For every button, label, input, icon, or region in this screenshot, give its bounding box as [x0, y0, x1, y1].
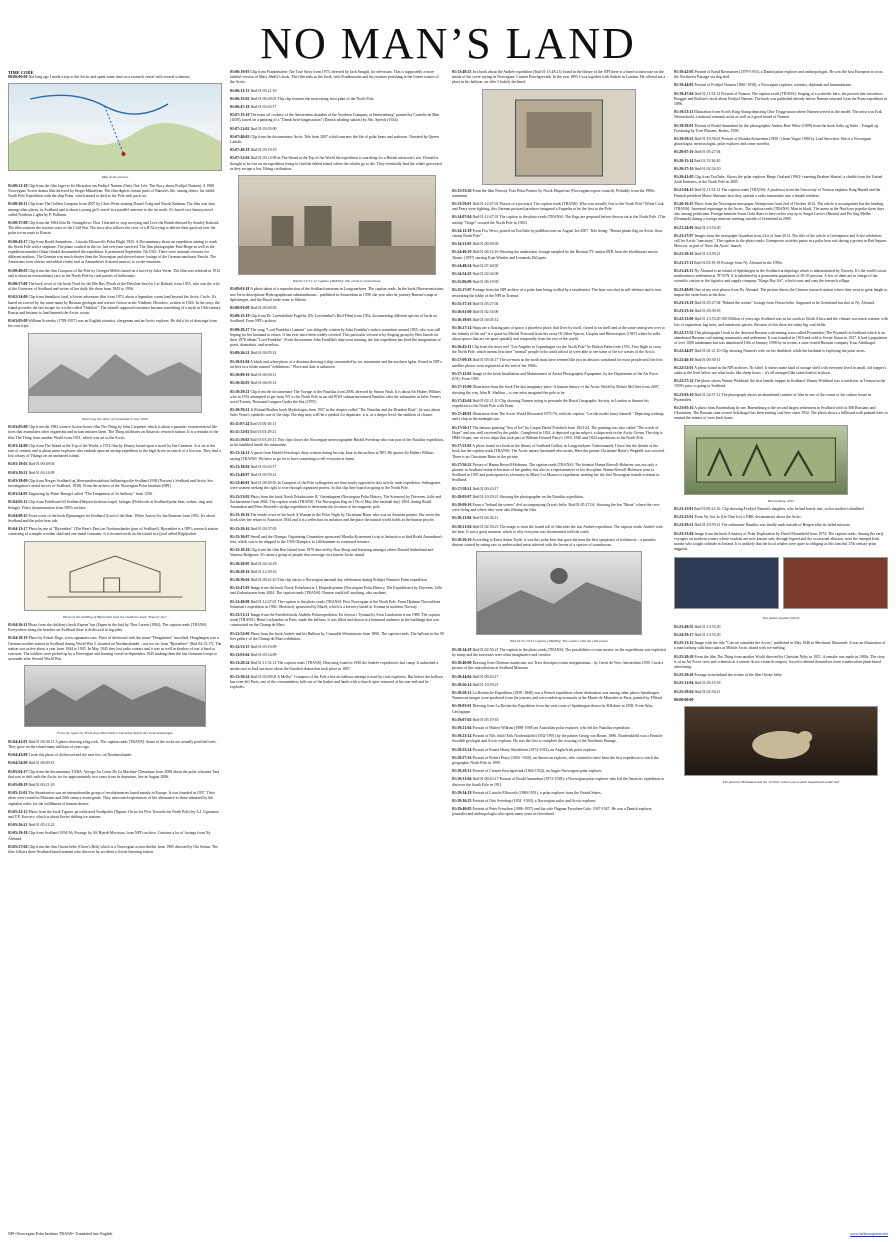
books-caption: Two books of polar history [762, 616, 800, 621]
book-graphic [483, 90, 635, 185]
list-item: 01:13:59:01 Ibid 01:12:47:01 Picture of a postcard. The caption reads [TRANS]: Who was actually first to the North Pole? While Cook and Peary were fighting, this German postcard producer imagined a Zeppelin to be the first to the Pole. [452, 202, 664, 212]
list-item: 01:10:29:21 Clip from the documentary The Voyage of the Nautilus from 2006, directed by Simon Nash. It is about Sir Hubert Wilkins who in 1931 attempted to get from NY to the North Pole in an old WWI submarine named Nautilus after the submarine in Jules Verne's novel Twenty Thousand Leagues Under the Sea (1870). [230, 389, 441, 404]
list-item: 01:07:15:10 The main oil cookery of the Amsterdam chamber of the Northern Company at Smeerenburg" painted by Cornelis de Man (1639), based on a painting of a "Dansk hval-fangststation" (Danish whaling station) by Abr. Speeck (1634). [230, 113, 440, 123]
list-item: 01:15:18:16 Clip from the film Ron Island from 1979 directed by Don Sharp and featuring amongst others Donald Sutherland and Vanessa Redgrave. It's about a group of people that converge on a barren Arctic island. [230, 548, 434, 558]
list-item: 01:10:09:16 Ibid 01:00:30:11 [230, 373, 277, 378]
books-figure-row [674, 555, 888, 613]
list-item: 01:19:31:04 Ibid 01:00:43:17 Portrait of Roald Amundsen (1872-1928), a Norwegian polar explorer who led the Antarctic expedition to discover the South Pole in 1911. [452, 777, 665, 787]
list-item: 01:19:23:14 Portrait of Nils Adolf Erik Nordenskiöld (1832-1901) by the painter Georg von Rosen, 1886. Nordenskiöld was a Finnish-Swedish geologist and Arctic explorer. He was the first to complete the crossing of the Northeast Passage. [452, 734, 663, 744]
list-item: 01:19:03:01 Drawing from La Recherche Expedition from the west coast of Spitsbergen drawn by B.Robert in 1838. From Atlas Geologique. [452, 704, 653, 714]
column-container [8, 70, 888, 1218]
list-item: 01:03:05:00 Clip from the 1982 science fiction horror film The Thing by John Carpenter which is about a parasitic extraterrestrial life form that assimilates other organisms and in turn imitates them. The Thing infiltrates an Antarctic research station. It is a remake of the film The Thing from another World from 1951, which was set in the Arctic. [8, 425, 219, 440]
list-item: 01:25:31:04 Ibid 01:05:19:18 [674, 681, 721, 686]
list-item: 01:19:21:04 Portrait of Hubert Wilkins (1888-1958) an Australian polar explorer, who led the Nautilus expedition. [452, 726, 631, 731]
list-item: 01:23:29:21 Ibid 01:10:59:21 The submarine Nautilus was finally sunk outside of Bergen after its failed mission. [674, 523, 851, 528]
list-item: 01:17:09:18 Ibid 01:05:04:17 The ice-mass in the north must have seemed like just an abstract wasteland for most people until the first satellite photos were registered at the end of the 1960s. [452, 358, 663, 368]
list-item: 01:17:53:03 A photo found in a book in the library of Svalbard Gallery in Longyearbyen. Unfortunately I have lost the details of the book but the caption reads [TRANS]: The Arctic nature fascinated also artists. Here the painter Christiane Ritter's Wegkehl was covered. There is no Christiane Ritter in the picture. [452, 444, 665, 459]
book-figure [482, 89, 636, 185]
harbour-graphic [239, 176, 435, 275]
list-item: 01:00:43:17 Clip from Roald Amundsen – Lincoln Ellsworth's Polar Flight 1925. A Documentary about an expedition aiming to reach the North Pole with a seaplane. The plane crashed in the ice, but everyone survived. The film photographer Paul Berge as well as the expedition member Oskar Omdal documented the expedition. It premiered September 7th 1925. There were national versions for different markets. The German was much shorter than the Norwegian and showed more footage of the German mechanic Feucht. The Americans even shorter and added a baby seal as Amundsen's fictional mascot, to evoke emotions. [8, 239, 218, 265]
list-item: 01:23:05:16 A photo from Barentsburg by me. Barentsburg is the second largest settlement in Svalbard with its 500 Russians and Ukrainians. The Russian state owned Arktikugol has been mining coal here since 1932. The photo shows a billboard with painted trees to remind the miners of trees back home. [674, 405, 888, 421]
list-item: 01:17:45:04 Ibid 01:02:21:10 Clip showing Nansen trying to persuade the Royal Geographic Society in London to finance his expedition to the North Pole with Fram. [452, 398, 649, 408]
map-figure [8, 83, 222, 171]
list-item: 01:00:37:08 Clip from the 1964 film Dr. Strangelove: How I learned to stop worrying and Love the Bomb directed by Stanley Kubrick. The film satirizes the nuclear scare of the Cold War. The story also follows the crew of a B-52 trying to deliver their payload over the polar ice en route to Russia. [8, 221, 220, 236]
list-item: 01:23:55:16 Ibid 01:03:39:18 [674, 309, 721, 314]
list-item: 01:18:59:12 La Recherche Expedition (1838 -1840) was a French expedition whose destination was among other places Spitsbergen. Numerous images were produced from the journey and were ended up in murals at the Musée de Ministère in Paris, painted by F.Biard. [452, 691, 663, 701]
bjornehiet-caption: Photo of the building of Bjornehiet from the children's book "Espens' hus" [63, 614, 167, 619]
list-item: 01:18:44:04 Ibid 01:00:43:17 [452, 674, 499, 679]
list-item: 01:22:44:07 Ibid 01:01:21:10 Clip showing Nansen's wife on her deathbed, while her husband is exploring the polar areas. [674, 349, 866, 354]
list-item: 01:23:03:10 Ibid 01:22:37:12 The photograph shows an abandoned canister of film in one of the rooms of the culture house in Pyramiden. [674, 392, 872, 402]
svalbard-figure [24, 665, 206, 727]
list-item: 01:09:28:17 The song "Lord Franklin's Lament" was allegedly written by John Franklin's widow sometime around 1855, who was still hoping for her husband to return. It has ever since been widely covered. This particular version is by Singing group by Bert Jansch on their 1970 album "Lord Franklin". From the moment John Franklin's ship went missing, the lost expedition has fired the imagination of poets, dramatists, and novelists. [230, 327, 441, 348]
list-item: 01:15:06:09 Ibid 01:06:19:03 [452, 280, 499, 285]
list-item: 01:13:03:04 Ibid 01:03:14:09 [230, 653, 277, 658]
list-item: 01:12:49:00 Ibid 01:12:47:01 The caption to the photo reads [TRANS]: First Norwegian at the North Pole. From Hjalmar Thorvaldsen Johansen's expedition in 1982. Obviously sponsored by Macél, which is a brewery based in Tromsø in northern Norway. [230, 599, 441, 609]
list-item: 01:07:40:02 Clip from the documentary Arctic Tale from 2007 which narrates the life of polar bears and walruses. Narrated by Queen Latifah. [230, 134, 439, 145]
list-item: 01:14:40:19 Ibid 01:04:12:16 Showing the underwater footage sampled by the Russian TV station RTR from the blockbuster movie Titanic (1997) starring Kate Winslet and Leonardo DiCaprio. [452, 250, 658, 260]
bjornehiet-figure [24, 541, 206, 611]
list-item: 01:20:27:16 Ibid 01:02:34:10 [674, 166, 721, 171]
list-item: 01:17:58:21 Ibid 01:00:43:17 [452, 486, 499, 491]
list-item: 01:16:27:14 Ships are a floating part of space, a placeless place, that lives by itself, closed in on itself and at the same time given over to the infinity of the sea" is a quote by Michel Foucault from his essay Of Other Spaces, Utopias and Heterotopias (1967) where he talks about spaces that are set apart spatially and temporally from the rest of the world. [452, 326, 665, 341]
list-item: 01:15:20:16 Ibid 01:03:57:03 [230, 526, 277, 531]
list-item: 01:19:44:05 Portrait of Fridtjof Nansen (1861-1930), a Norwegian explorer, scientist, diplomat and humanitarian. [674, 83, 852, 88]
list-item: 01:22:46:10 Ibid 01:00:30:11 [674, 357, 721, 362]
list-item: 01:18:28:05 Ibid 01:02:34:18 [230, 561, 277, 566]
list-item: 01:17:50:17 The famous painting "Sea of Ice" by Caspar David Friedrich from 1823-24. The painting was also called "The wreck of Hope" and was well received by the public. Completed in 1824, it depicted a grim subject, a shipwreck in the Arctic Ocean. The ship is HMS Griper, one of two ships that took part in William Edward Parry's 1819–1820 and 1824 expeditions to the North Pole. [452, 425, 663, 440]
list-item: 01:18:13:06 Ibid 01:04:36:11 [452, 516, 499, 521]
list-item: 01:21:20:16 Ibid 01:10:59:21 [674, 252, 721, 257]
list-item: 00:00:00:00 [674, 697, 694, 702]
list-item: 01:22:33:00 Ibid 01:13:53:20 350 Million of years ago Svalbard was as far south as North Africa and the climate was much warmer with lots of vegetation, big trees, and numerous species. Because of this there are today big coal fields. [674, 317, 888, 327]
list-item: 01:08:01:18 A photo taken of a reproduction of the Svalbard museum in Longyearbyen. The caption reads: In the book Oberservatorium, neu Terra descriptione Hydrographicum admirandarum... published in Amsterdam in 1598, the year after he journey Barents's map of Spitsbergen, and the Dutch trade route to Siberia. [230, 287, 444, 302]
list-item: 01:12:53:15 Ibid 01:03:16:09 [230, 645, 277, 650]
list-item: 01:23:11:01 Ibid 01:00:21:10. Clip showing Fridtjof Nansen's daughter, who he had barely met, on her mother's deathbed. [674, 506, 865, 511]
list-item: 01:22:57:22 The photo shows Wanny Woldstad, the first female trapper in Svalbard. Wanny Woldstad was a taxidriver in Tromsø in the 1930's prior to going to Svalbard. [674, 379, 886, 389]
list-item: 01:25:13:12 Image with the title "Can we stimulate the Arctic," published in May 1946 in Mechanix Illustrated. It was an illustration of a man looking with binoculars at Mobile Arctic island with ice-melting. [674, 641, 886, 651]
list-item: 01:04:09:15 Front cover of the book Bjørnungen fra Svalbard (Lord of the Bear: White Arrow) by Jan Knutsen from 1992. It's about Svalbard and the polar bear cub. [8, 513, 215, 523]
list-item: 01:18:56:14 Ibid 01:10:59:21 [452, 682, 499, 687]
list-item: 01:16:45:11 Clip from the news reel "Los Angeles to Copenhagen via the North Pole" by British Pathe from 1953. First flight to cross the North Pole, which means first time "normal" people (who could afford it) were able to see some of the ice wastes of the Arctic. [452, 345, 662, 355]
list-item: 01:04:54:00 Ibid 01:04:09:15 [8, 761, 55, 766]
list-item: 01:19:42:05 Portrait of Knud Rasmussen (1879-1933), a Danish polar explorer and anthropologist. He was the first European to cross the Northwest Passage via dog sled. [674, 70, 883, 80]
list-item: 01:00:49:03 Clip from the film Conquest of the Pole by Georges Méliès based on a novel by Jules Verne. The film was released in 1912 and is about an extraordinary race to the North Pole by rival parties of balloonists. [8, 268, 221, 278]
list-item: 01:19:59:23 Ibid 01:19:58:01 Portrait of Monika Kristensen (1950 -) from Vogue 1980 by Lord Snowdon. She is a Norwegian glaciologist, meteorologist, polar explorer and crime novelist. [674, 137, 872, 147]
list-item: 01:15:30:07 Steedl and the Olympic Organizing Committee sponsored Monika Kristensen's trip to Antarctica to find Roald Amundsen's tent, which was to be shipped to the 1994 Olympics in Lillehammer as a national treasure. [230, 534, 443, 544]
list-item: 01:13:46:01 Ibid 01:00:49:03 In Conquest of the Pole suffragettes are ferociously opposed to this strictly male expedition. Suffragettes were women seeking the right to vote through organized protest. In this clip they board on going to the North Pole. [230, 481, 441, 491]
list-item: 01:18:21:04 Ibid 01:02:30:21 The image is from the found roll of film after the lost Andrée expedition. The caption reads: Andrée with the bear. It was a great moment, which is why everyone was documented with the catch. [452, 524, 663, 534]
list-item: 01:25:20:20 From the film The Thing from another World directed by Christian Nyby in 1951. A remake was made in 1980s. The story is of an Air Force crew and scientists at a remote Arctic research outpost, forced to defend themselves from a malevolent plant-based alien being. [674, 654, 885, 670]
list-item: 01:05:19:18 Clip from Svalbard 1954-56, Footage by Alf Hjerdt-Morrison, from NPI's archive. Contains a lot of footage from Ny Ålesund. [8, 831, 211, 841]
books-figure-1 [674, 557, 779, 609]
list-item: 01:17:48:01 Illustration from The Arctic World Illustrated 1875-76, with the caption: "Let the reader fancy himself." Depicting icebergs and a ship in the midnight sun. [452, 412, 664, 422]
list-item: 01:10:01:04 A black and white photo of a diorama showing a ship surrounded by ice, mountains and the northern lights. Found in NPI's archive in a folder named "exhibitions." Place and date is unknown. [230, 359, 442, 369]
list-item: 01:03:05:09 William Scoresby (1789-1857) was an English scientist, clergyman and an Arctic explorer. He did a lot of drawings from his own trips. [8, 319, 217, 329]
list-item: 01:19:29:12 Portrait of Carsten Borchgrevink (1864-1934), an Anglo-Norwegian polar explorer. [452, 769, 603, 774]
list-item: 01:18:26:16 According to Ernst Adam Tryde, it was this polar bear that gave the men the first symptoms of trichinosis – a parasitic disease caused by eating raw or undercooked meat infected with the larvae of a species of roundworm. [452, 537, 657, 548]
list-item: 01:05:11:01 The Situationists was an internationalist group of revolutionaries based mainly in Europe. It was founded in 1957. Their ideas were rooted in Marxism and 20th century avant-garde. They advocated experiences of life alternative to those admitted by the capitalist order, for the fulfillment of human desires. [8, 791, 215, 806]
bird-figure [684, 706, 878, 776]
nansen-graphic [477, 552, 641, 635]
list-item: 01:15:53:26 From the film Norway Your Polar Partner by Norsk Ekspertise (Norwegian export council). Probably from the 1980s sometime. [452, 188, 655, 198]
list-item: 01:21:43:13 Ny Ålesund is an island of Spitsbergen in the Svalbard archipelago which is administrated by Norway. It's the world's most northernmost settlement at 78°55'N. It is inhabited by a permanent population of 30-35 persons. A few of them are in charge of the scientific station or the logistics and supply company "Kings Bay AS", which owns and runs the research village. [674, 268, 887, 284]
list-item: 01:09:26:21 Ibid 01:04:05:12 [230, 351, 277, 356]
list-item: 01:12:52:06 Photo from the book Andrée and his Balloon by Constable Westminster from 1898. The caption reads: The balloon in the 90 feet gallery of the Champ de Mars exhibition. [230, 631, 444, 641]
list-item: 01:00:21:18 Clip from the film Jaget er för Historien om Fridtjof Nansen (Only One Life: The Story about Fridtjof Nansen). A 1968 Norwegian/ Soviet drama film directed by Sergei Mikaelyan. The film depicts certain parts of Nansen's life, among others, his failed North Pole Expedition with the ship Fram, which aimed to drift to the Pole with pack ice. [8, 183, 215, 199]
list-item: 01:19:40:05 Portrait of Peter Freuchen (1886-1957) and his wife Dagmar Freuchen-Gale, 1947-1947. He was a Danish explorer, journalist and anthropologist who spent many years in Greenland. [452, 807, 653, 817]
list-item: 01:14:07:04 Ibid 01:12:47:01 The caption to the photo reads [TRANS]: The flags are prepared before thrown out at the North Pole. (The airship "Norge" crossed the North Pole in 1926) [452, 215, 666, 225]
timecode-label: TIME CODE [8, 70, 34, 75]
list-item: 01:17:56:22 Picture of Hanna Resvoll-Holmsen. The caption reads [TRANS]: The botanist Hanna Resvoll-Holmsen was not only a pioneer in Svalbard research because of her gender, but also as a representative of her discipline. Hanna Resvoll-Holmsen went to Svalbard in 1907 and participated as a botanist in Albert I of Monaco's expedition, making her the first Norwegian female scientist in Svalbard. [452, 462, 660, 483]
list-item: 01:16:18:03 Ibid 01:04:05:12 [452, 318, 499, 323]
poster-title: NO MAN’S LAND [260, 19, 636, 68]
list-item: 01:10:26:03 Ibid 01:04:05:12 [230, 381, 277, 386]
list-item: 01:14:12:18 From Fox News, posted on YouTube by podblast.com on August 3rd 2007. Title being: "Russia plants flag on Arctic floor, claims North Pole" [452, 228, 663, 239]
list-item: 01:18:30:04 Ibid 01:00:21:10 This clip shows a Norwegian national day celebration during Fridtjof Nansen's Fram expedition. [230, 577, 428, 582]
list-item: 01:15:27:07 Footage from the NPI archive of a polar bear being stuffed by a taxidermist. The bear was shot in self-defence and is now decorating the lobby of the NPI in Tromsø. [452, 288, 662, 298]
list-item: 01:19:53:11 Illustration from Scott's King Stamp depicting Olav Tryggvasson where Nansen served as the model. The artist was Erik Werenskiold, a national romantic artist as well as a good friend of Nansen. [674, 110, 882, 120]
bird-graphic [685, 707, 877, 776]
list-item: 01:15:37:16 Ibid 01:05:27:04 [452, 301, 499, 306]
list-item: 01:19:27:16 Portrait of Robert Peary (1856 -1920), an American explorer, who claimed to have been the first expedition to reach the geographic North Pole in 1909. [452, 755, 659, 766]
column-2 [230, 70, 444, 1218]
list-item: 01:04:43:08 I took this photo of driftwood and the nest few, on Nordaustlandet. [8, 753, 133, 758]
glacier-caption: Observing the shore of Greenland in July 1930. [81, 416, 149, 421]
list-item: 01:19:36:23 Portrait of Otto Sverdrup (1854 -1930), a Norwegian sailor and Arctic explorer. [452, 799, 597, 804]
list-item: 01:00:30:11 Clip from The Golden Compass from 2007 by Chris Weitz starring Daniel Craig and Nicole Kidman. The film was shot, among other places, in Svalbard and is about a young girl's travel in a parallel universe to the far north. It's based on a fantasy novel called Northern Lights by P. Pullman. [8, 202, 216, 217]
list-item: 01:13:53:02 Photo from the book Norsk Polarhistorie II, Vitenskapene (Norwegian Polar History, The Sciences) by Drivenes, Jolle and Zachariassen from 2004. The caption reads [TRANS]: The Norwegian flag on 17th of May (the national day) 1904, during Roald Amundsen and Peter Ristvedt's sledge expedition to determine the location of the magnetic pole. [230, 494, 441, 509]
list-item: 01:18:40:00 Drawing from Obertum nautticum, seu Terra descriptio trium navigationum... by Gerrit de Veer, Amsterdam 1598. I took a picture of this reproduction at Svalbard Museum. [452, 661, 664, 671]
list-item: 01:03:54:03 Engraving by Pieter Bruegel called "The Temptation of St Anthony" from 1556. [8, 492, 153, 497]
list-item: 01:05:22:12 Photo from the book Tiguon: pa tofuk med Nordpolen (Tiguon: On an Ice Floe Towards the North Pole) by A.J. Ugriumov and V.P. Koroviv, which is about Soviet drifting ice stations. [8, 809, 220, 820]
list-item: 01:08:15:18 Clip from Dr. Lavendaliule Fugleliv (Dr. Lavendaliul's Bird Film) from 1952, documenting different species of birds on Svalbard. From NPI's archive. [230, 314, 438, 324]
footer-legend: NPI=Norwegian Polar Institute TRANS= Translated into English [8, 1231, 113, 1236]
list-item: 01:18:05:07 Ibid 01:10:29:21 Showing the photographer on the Nautilus expedition. [452, 494, 584, 499]
footer [8, 1231, 888, 1236]
svalbard-graphic [25, 666, 205, 727]
list-item: 01:19:07:02 Ibid 01:05:19:18 [452, 717, 499, 722]
list-item: 01:03:38:09 Clip from Norges Svalbard og Ishavsundersokelsers befbaringsvilje Svalbard 1938 (Norway's Svalbard and Arctic Sea investigation's aerial survey of Svalbard, 1938). From the archive of the Norwegian Polar Institute (NPI). [8, 478, 213, 488]
list-item: 01:12:47:03 Image from the book Norsk Polarhistorie I, Ekspedisjonene (Norwegian Polar History, The Expeditions) by Drivenes, Jolle and Zachariassen from 2004. The caption reads [TRANS]: Nansen could tell anything, also sardines. [230, 586, 443, 596]
list-item: 01:13:14:21 A quote from Harald Sverdrup's diary written during his trip, kept in the archive at NPI. He quotes Sir Hubert Wilkins saying [TRANS]: We have to go far to have something to tell everyone at home. [230, 451, 434, 461]
list-item: 01:03:14:09 Clip from The Island at the Top of the World, a 1974 film by Disney, based upon a novel by Ian Cameron. It is set at the turn of century and is about some explorers who embark upon an airship expedition to the high Arctic in search of a lost son. They find a lost colony of Vikings on an uncharted island. [8, 443, 221, 459]
list-item: 01:04:05:12 Clip from Fuhrlistad till Svalbard/Isbjorn-hvalross-isspel, belugas (Fieldwork at Svalbard/polar bear, walrus, ring seal, beluga). Video documentation from NPI's archive. [8, 500, 213, 510]
list-item: 01:17:12:02 Image of the book Installation and Maintenance of Aerial Photographic Equipment, by the Department of the Air Force (US). From 1965. [452, 371, 659, 382]
list-item: 01:11:07:24 Ibid 01:00:30:11 [230, 421, 277, 426]
harbour-caption: Ibid 01:15:51:12 Caption [TRANS]: The world is symmetrical. [292, 279, 382, 284]
list-item: 01:03:29:21 Ibid 01:03:14:09 [8, 470, 55, 475]
barentsburg-figure [684, 425, 848, 495]
list-item: 01:21:24:06 Ibid 01:13:53:20 [674, 225, 721, 230]
list-item: 01:21:37:11 Ibid 01:03:39:18 Footage from Ny Ålesund in the 1950s. [674, 260, 783, 265]
list-item: 01:06:47:18 Ibid 01:03:43:17 [230, 105, 277, 110]
books-figure-2 [783, 557, 888, 609]
list-item: 00:00:00:00 Not long ago I made a trip to the Arctic and spent some time on a research vessel with several scientists. [8, 75, 191, 80]
list-item: 01:13:18:04 Ibid 01:03:43:17 [230, 464, 277, 469]
column-4 [674, 70, 888, 1218]
column-1 [8, 70, 222, 1218]
list-item: 01:23:25:01 From Ny Jorr ås (On Thin Ice) a NRK documentary about the Arctic. [674, 515, 803, 520]
list-item: 01:20:11:14 Ibid 01:15:30:20 [674, 158, 721, 163]
map-caption: Map of the journey [101, 175, 129, 180]
list-item: 01:22:52:01 A photo found in the NPI archives. No label. It shows some kind of storage shelf with everyone lived in small, old trapper's cabin at the level below are what looks like sheep horns – it's all arranged like some kind of artifacts. [674, 365, 887, 375]
list-item: 01:10:59:21 Is Roland Barthes book Mythologies from 1957 in the chapter called "The Nautilus and the Drunken Boat", he says about Jules Verne's symbolic use of the ship: The ship may well be a symbol for departure; it is, at a deeper level, the emblem of closure. [230, 408, 440, 418]
list-item: 01:13:20:24 Ibid 01:11:53:12 The caption reads [TRANS]: Drurrsing found in 1930 the Andrée expedition's last camp. It unleashed a media race to find out more about the Swedish drama that took place in 1897. [230, 661, 439, 671]
list-item: 01:24:50:17 Ibid 01:13:53:20 [674, 633, 721, 637]
list-item: 01:06:19:03 Clip from Frankenstein: The True Story from 1973, directed by Jack Smight, for television. This is supposedly a more faithful version of Mary Shelly's book. The film ends as the book, with Frankenstein and his creature perishing in the frozen wastes of the Arctic. [230, 70, 439, 85]
list-item: 01:20:41:05 Clip from YouTube. Shows the polar explorer Børge Ousland (1962-) meeting Ibrahim Sharief, a sheikh from the United Arab Emirates, at the North Pole in 2005. [674, 175, 883, 185]
list-item: 01:08:03:08 Ibid 01:00:49:03 [230, 306, 277, 311]
list-item: 01:12:51:21 Image from the Swedish book Andrées Polarexpedition: Ett försvar i Tystnad by Sven Lundström from 1988. The caption reads [TRANS]: Henri Lachambre in Paris, made the balloon. It was filled and shown to a bemused audience in the buildings that was constructed on the Champ de Mars. [230, 613, 440, 628]
list-item: 01:14:54:25 Ibid 01:02:34:00 [452, 272, 499, 277]
list-item: 01:22:37:52 This photograph I took in the deserted Russian coal-mining town called Pyramiden (The Pyramid) in Svalbard which is an abandoned Russian coal mining community and settlement. It was founded in 1910 and sold to Soviet Union in 1927. It had a population of over 1000 inhabitants but was abandoned 10th of January 1998 by its owner, a state owned Russian company Trust Arktikugol. [674, 330, 888, 346]
list-item: 01:13:48:23 In a book about the Andrée expedition (Ibid 01:13:48:23) found in the library of the NPI there is a hand written note on the inside of the cover saying in Norwegian: Carsten Borchgrevink: In the year 1895 I was together with Andrée in London. He offered me a place in his balloon, an offer I luckily declined. [452, 70, 666, 85]
glacier-figure [28, 333, 202, 413]
list-item: 01:23:40:55 Ibid 01:13:53:20 [674, 624, 721, 629]
list-item: 01:25:20:20 Footage from behind the scenes of the film Orions belte. [674, 673, 783, 678]
list-item: 01:20:07:16 Ibid 01:05:27:04 [674, 150, 721, 155]
glacier-graphic [29, 334, 201, 413]
list-item: 01:18:28:16 Ibid 01:12:30:16 [230, 569, 277, 574]
list-item: 01:15:10:16 The inside cover of the book A Woman in the Polar Night by Christiane Ritter who was an Austrian painter. She wrote the book after her return to Austria in 1934 and it is a reflection on isolation and the place the natural world holds in the human psyche. [230, 513, 441, 523]
list-item: 01:05:27:04 Clip from the film Orions belte (Orion's Belt) which is a Norwegian action-thriller from 1985 directed by Ola Solum. The film follows three Svalbard based seamen who discover by accident a Soviet listening station. [8, 844, 218, 855]
list-item: 01:11:12:03 Ibid 01:03:29:21 [230, 429, 277, 434]
list-item: 01:11:19:02 Ibid 01:03:29:21 This clips shows the Norwegian meteorographer Harald Sverdrup who was part of the Nautilus expedition, in his bunkbed inside the submarine. [230, 437, 444, 448]
column-3 [452, 70, 666, 1218]
hut-drawing [25, 542, 205, 611]
nansen-caption: Ibid 01:31:13:12 Caption [TRANS]: The country with the cold coasts [510, 639, 608, 644]
list-item: 01:19:47:04 Ibid 01:11:53:12 Portrait of Nansen. The caption reads [TRANS]: Staging of a scientific hero, the portrait that introduces Brogger and Rolfsen's book about Fridtjof Nansen. The book was published already before Nansen returned from the Fram expedition in 1896. [674, 91, 888, 107]
list-item: 01:06:35:02 Ibid 01:00:49:03 This clip features the man-eating frost giant of the North Pole. [230, 96, 375, 101]
barentsburg-caption: Barentsburg, 2012 [768, 498, 794, 503]
list-item: 01:17:15:00 Illustration from the book The last imaginary place: A human history of the Arctic World by Robert McGhee from 2007, showing the way John H. Sheldon – is one artist imagined the pole to be. [452, 385, 660, 395]
list-item: 01:25:39:04 Ibid 01:02:34:11 [674, 689, 721, 694]
list-item: 01:19:25:24 Portrait of Ernest Henry Shackleton (1874-1922), an Anglo-Irish polar explorer. [452, 747, 597, 752]
list-item: 01:23:33:04 Image from the book A history of Polar Exploration by David Mountfield from 1974. The caption reads: Among the early voyagers on northern waters whose exploits are now known only through legend and the occasional allusion, were the intrepid Irish monks who sought solitude in Iceland. It is unlikely that the local whales were quite so obliging as this fanciful 17th century print suggests. [674, 531, 884, 552]
list-item: 01:05:08:19 Ibid 01:00:21:18 [8, 783, 55, 787]
barentsburg-graphic [685, 426, 847, 495]
list-item: 01:07:52:04 Ibid 01:03:14:09 in The Island at the Top of the World the expedition is searching for a British aristocrat's son. Donald is thought to be lost on an expedition trying to find the fabled island where the whales go to die. They eventually find the whale graveyard as they escape a lost Viking civilisation. [230, 156, 442, 171]
list-item: 01:04:15:17 Photo by me of "Bjornehiet" (The Bear's Den) on Nordaustlandet (part of Svalbard). Bjornehiet is a NPI's research station consisting of a simple wooden shed and one metal container. It is located north on the island in a fjord called Rijpfjorden. [8, 527, 219, 537]
list-item: 01:07:21:02 Ibid 01:03:05:00 [230, 126, 277, 131]
nansen-figure [476, 551, 642, 635]
list-item: 01:04:36:11 Photo from the children's book Espens' hus (Espen in the hut) by Thor Larsen (1982). The caption reads [TRANS]: Everywhere along the beaches on Svalbard there is driftwood in big piles. [8, 622, 208, 633]
list-item: 01:19:34:19 Portrait of Lincoln Ellsworth (1880-1951), a polar explorer from the United States. [452, 790, 602, 795]
list-item: 01:02:34:00 Clip from Sannikow land, a Soviet adventure film from 1973, about a legendary warm land beyond the Arctic Circle. It's based on a novel by the same name by Russian geologist and science fiction writer Vladimir Obruchev, written in 1926. In the story, the island provides the last escape for a tribe called "Onkilon". The island's supposed existence became something of a myth in 19th-century Russia and became to land beneath the Arctic ocean. [8, 295, 221, 316]
list-item: 01:05:26:21 Ibid 01:05:12:22 [8, 823, 55, 828]
list-item: 01:14:31:05 Ibid 01:00:49:03 [452, 242, 499, 247]
list-item: 01:04:38:19 Photo by Eckart Dege, www.ogmanaer.com. Piece of driftwood with the name "Hauglannes" inscribed. Hauglaugen was a German weather station in Svalbard during World War 2, situated on Nordaustlandet – not too far from "Bjornehiet" (Ibid 04:15:17). The station was active about a year from 1944 to 1945. In May 1945 they lost radio contact and it was as well in shadow of war it hard to evacuate. The soldiers were picked up by a Norwegian seal hunting vessel in September 1945 making them the last Germans troops to surrender after Second World War. [8, 636, 222, 662]
list-item: 01:13:49:07 Ibid 01:03:59:21 [230, 472, 277, 477]
list-item: 01:07:49:18 Ibid 01:03:19:19 [230, 148, 277, 153]
list-item: 01:03:19:03 Ibid 01:00:49:03 [8, 462, 55, 467]
list-item: 01:18:09:16 From a "behind the scenes" dvd accompanying Orion's belte. Ibid 01:05:27:04. Showing the bar "Huset" where the crew were living and where they were also filming the film. [452, 502, 660, 513]
list-item: 01:00:57:00 The back cover of the book Nord for det Ble Has (North of the Desolate Sea) by Liv Balstad, from 1955, who was the wife of the Governor of Svalbard and writes of her daily life there from 1945 to 1956. [8, 282, 220, 292]
map-graphic [9, 84, 221, 171]
list-item: 01:04:41:01 Ibid 01:04:36:11 A photo showing a big rock. The caption reads [TRANS]: Some of the rocks are actually petrified trees. They grew on the island many millions of years ago. [8, 739, 217, 749]
list-item: 01:23:49:03 One of my own photos from Ny Ålesund. The picture shows the Chinese research station where they went to great length to import the stone lions at the door. [674, 287, 888, 297]
list-item: 01:05:04:17 Clip from the documentary TARA: Voyage Au Coeur De La Machine Climatique from 2008 about the polar schooner Tara that was to drift with the Arctic ice for approximately two years from its departure, late in August 2006. [8, 769, 220, 779]
bird-caption: The photoset Brittaland and his ‘terrible’ which was a small magnetised model bell [722, 780, 840, 785]
harbour-figure [238, 175, 436, 275]
list-item: 01:14:48:24 Ibid 01:07:40:02 [452, 263, 499, 268]
list-item: 01:06:31:13 Ibid 01:03:21:10 [230, 88, 277, 93]
list-item: 01:21:27:07 Images from the newspaper Guardian from 21st of June 2012. The title of the article is Greenpeace and A-list celebrities call for Arctic "sanctuary". The caption to the photo reads: Greenpeace activists pause in a polar bear suit during a protest in Red Square, Moscow, as part of 'Save the Arctic' launch. [674, 233, 888, 249]
list-item: 01:18:34:18 Ibid 01:02:50:21 The caption to the photo reads [TRANS]: The possibilities to earn money on the expeditions was exploited by many and the souvenirs were often imaginative and creative. [452, 647, 666, 657]
list-item: 01:13:30:24 Ibid 01:03:09:03 A Mellor" Conquest of the Pole a hot-air balloon attempt is used by rival explorers. But before the balloon has even left Paris, one of the crewmembers falls out of the basket and lands with a church spire removed at his rear-end and he explodes. [230, 674, 443, 690]
list-item: 01:23:53:18 Ibid 01:05:27:04 "Behind the scenes" footage from Orions belte. Supposed to be Greenland but shot in Ny Ålesund. [674, 300, 875, 305]
svalbard-caption: From the report by Ernst-Axel Hirschbein's Vierzirkel Aufruf des Unternehmungen [57, 731, 173, 736]
list-item: 01:19:58:01 Portrait of Roald Amundsen by the photographer Anders Beer Wilse (1909) from the book Salto og Sulto – Fangstl og Forskning by Tove Flatsaes, Rodos, 1990. [674, 123, 879, 133]
footer-website-link[interactable]: www.helenestpierre.net [850, 1231, 888, 1236]
list-item: 01:21:04:15 Ibid 01:11:53:12 The caption reads [TRANS]: A professor from the University of Tromsø explains King Harald and the Finnish president Martti Ahtisaari how they operate a radio transmitter into a female reindeer. [674, 188, 881, 198]
list-item: 01:20:16:15 Photo from the Norwegian newspaper Aftenposten from 2nd of October 2012. The article it accompanies has the heading [TRANS]: Increased espionage in the Arctic. The caption reads [TRANS]: Man in black. The arena in the North are popular these days also among politicians. Foreign minister Jonas Gahr Støre is here on his way up to Sergei Lavrov (Russia) and Per Stig Møller (Denmark) during a foreign minister meeting outside of Greenland in 2009. [674, 201, 885, 222]
list-item: 01:16:01:00 Ibid 01:02:34:00 [452, 310, 499, 315]
